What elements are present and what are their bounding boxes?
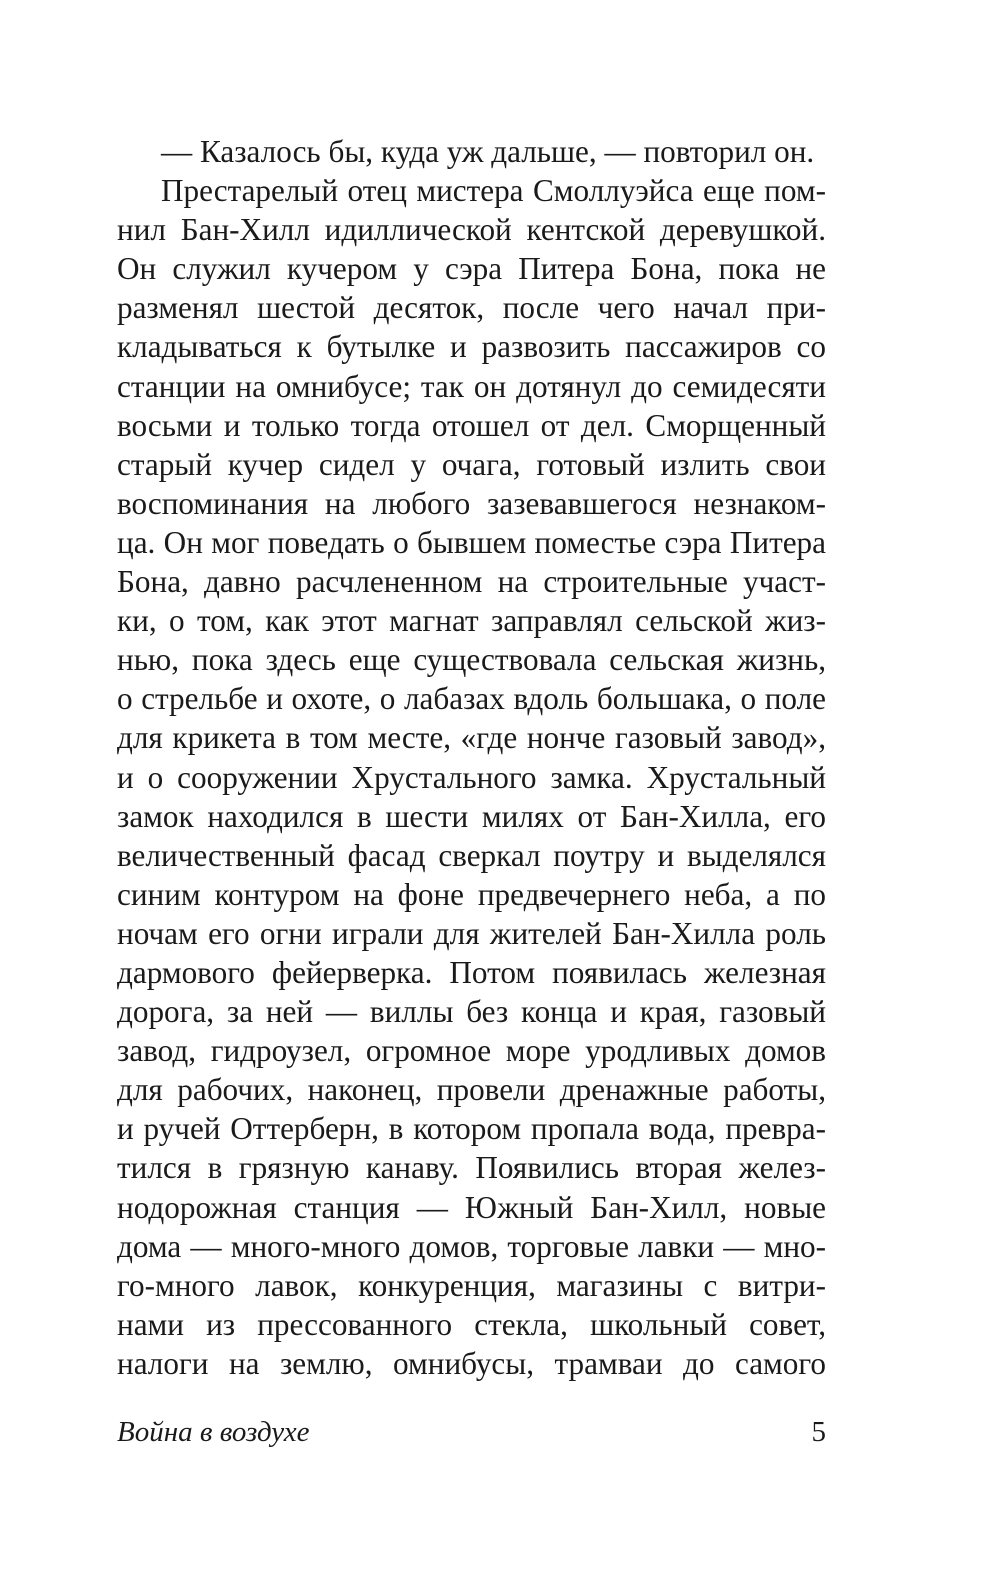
- text-line: нами из прессованного стекла, школьный совет,: [117, 1306, 826, 1342]
- text-line: нью, пока здесь еще существовала сельская жизнь,: [117, 642, 826, 678]
- text-line: Бона, давно расчлененном на строительные участ-: [117, 564, 826, 600]
- text-line: налоги на землю, омнибусы, трамваи до самого: [117, 1345, 826, 1381]
- text-line: для крикета в том месте, «где нонче газовый завод»,: [117, 720, 826, 756]
- text-line: замок находился в шести милях от Бан-Хилла, его: [117, 798, 826, 834]
- text-line: Престарелый отец мистера Смоллуэйса еще пом-: [161, 173, 826, 209]
- text-line: кладываться к бутылке и развозить пассажиров со: [117, 329, 826, 365]
- text-line: для рабочих, наконец, провели дренажные работы,: [117, 1072, 826, 1108]
- text-line: старый кучер сидел у очага, готовый излить свои: [117, 446, 826, 482]
- text-line: дорога, за ней — виллы без конца и края, газовый: [117, 994, 826, 1030]
- text-line: — Казалось бы, куда уж дальше, — повторил он.: [161, 134, 815, 169]
- page-body: [117, 132, 826, 1383]
- text-line: го-много лавок, конкуренция, магазины с витри-: [117, 1267, 826, 1303]
- text-line: завод, гидроузел, огромное море уродливых домов: [117, 1033, 826, 1069]
- text-line: нил Бан-Хилл идиллической кентской деревушкой.: [117, 212, 826, 248]
- text-line: величественный фасад сверкал поутру и выделялся: [117, 837, 826, 873]
- page-number: 5: [811, 1416, 826, 1448]
- running-title: Война в воздухе: [117, 1416, 310, 1448]
- text-line: ночам его огни играли для жителей Бан-Хилла роль: [117, 915, 826, 951]
- text-line: и о сооружении Хрустального замка. Хрустальный: [117, 759, 826, 795]
- text-line: Он служил кучером у сэра Питера Бона, пока не: [117, 251, 826, 287]
- text-line: разменял шестой десяток, после чего начал при-: [117, 290, 826, 326]
- text-line: восьми и только тогда отошел от дел. Сморщенный: [117, 407, 826, 443]
- text-line: дома — много-много домов, торговые лавки — мно-: [117, 1228, 826, 1264]
- text-line: станции на омнибусе; так он дотянул до семидесяти: [117, 368, 826, 404]
- text-line: воспоминания на любого зазевавшегося незнаком-: [117, 485, 826, 521]
- text-line: тился в грязную канаву. Появились вторая желез-: [117, 1150, 826, 1186]
- text-line: о стрельбе и охоте, о лабазах вдоль большака, о поле: [117, 681, 826, 717]
- text-line: нодорожная станция — Южный Бан-Хилл, новые: [117, 1189, 826, 1225]
- text-line: синим контуром на фоне предвечернего неба, а по: [117, 876, 826, 912]
- text-line: ки, о том, как этот магнат заправлял сельской жиз-: [117, 603, 826, 639]
- text-line: ца. Он мог поведать о бывшем поместье сэра Питера: [117, 524, 826, 560]
- text-line: и ручей Оттерберн, в котором пропала вода, превра-: [117, 1111, 826, 1147]
- text-line: дармового фейерверка. Потом появилась железная: [117, 954, 826, 990]
